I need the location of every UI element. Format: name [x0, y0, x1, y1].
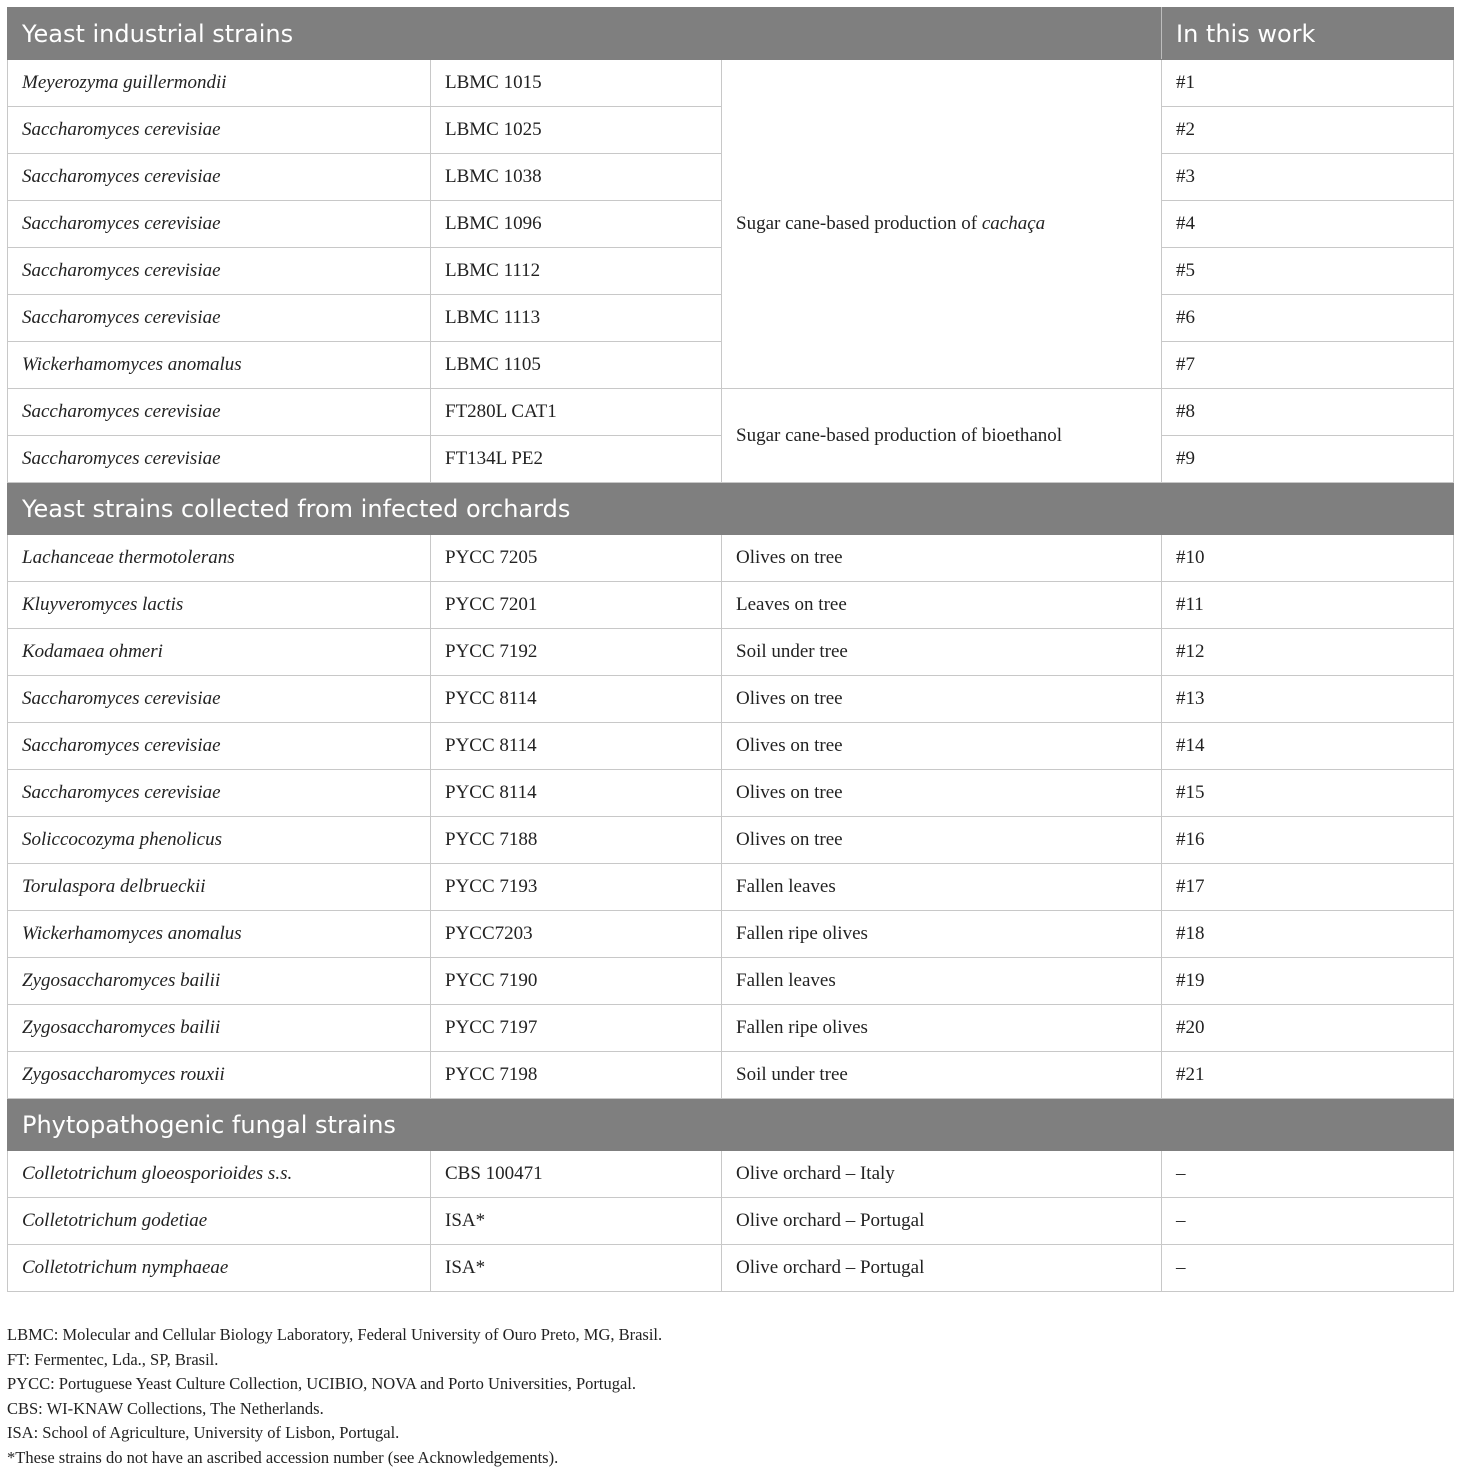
strain-cell: LBMC 1112 — [431, 248, 722, 295]
source-cell: Soil under tree — [722, 1052, 1162, 1099]
section-title: Yeast strains collected from infected orchards — [8, 483, 1454, 535]
footnote: ISA: School of Agriculture, University of Lisbon, Portugal. — [7, 1423, 400, 1442]
footnote: LBMC: Molecular and Cellular Biology Laboratory, Federal University of Ouro Preto, MG, Brasil. — [7, 1325, 663, 1344]
strain-cell: LBMC 1015 — [431, 60, 722, 107]
table-row — [8, 389, 1454, 436]
species-cell: Torulaspora delbrueckii — [8, 864, 431, 911]
id-cell: #3 — [1162, 154, 1454, 201]
id-cell: #5 — [1162, 248, 1454, 295]
id-cell: #20 — [1162, 1005, 1454, 1052]
id-cell: #17 — [1162, 864, 1454, 911]
strains-table — [7, 7, 1454, 1292]
footnote: CBS: WI-KNAW Collections, The Netherlands. — [7, 1398, 324, 1418]
source-cell: Fallen leaves — [722, 864, 1162, 911]
id-cell: #10 — [1162, 535, 1454, 582]
source-cell: Fallen ripe olives — [722, 911, 1162, 958]
species-cell: Colletotrichum gloeosporioides s.s. — [8, 1151, 431, 1198]
species-cell: Zygosaccharomyces bailii — [8, 1005, 431, 1052]
source-cell: Olives on tree — [722, 770, 1162, 817]
table-row — [8, 60, 1454, 107]
strain-cell: PYCC 7193 — [431, 864, 722, 911]
id-cell: #15 — [1162, 770, 1454, 817]
table-row — [8, 1198, 1454, 1245]
species-cell: Saccharomyces cerevisiae — [8, 676, 431, 723]
table-row — [8, 676, 1454, 723]
strain-cell: PYCC 7190 — [431, 958, 722, 1005]
source-cell: Olives on tree — [722, 535, 1162, 582]
section-header-orchards — [8, 483, 1454, 535]
column-header-in-this-work: In this work — [1162, 8, 1454, 60]
strains-table-container — [7, 7, 1453, 1292]
table-row — [8, 723, 1454, 770]
strain-cell: PYCC 7197 — [431, 1005, 722, 1052]
table-row — [8, 770, 1454, 817]
source-cell-bioethanol: Sugar cane-based production of bioethanol — [722, 389, 1162, 483]
id-cell: #4 — [1162, 201, 1454, 248]
strain-cell: FT134L PE2 — [431, 436, 722, 483]
table-row — [8, 1151, 1454, 1198]
table-row — [8, 1005, 1454, 1052]
source-cell: Olive orchard – Portugal — [722, 1245, 1162, 1292]
id-cell: – — [1162, 1198, 1454, 1245]
footnote: FT: Fermentec, Lda., SP, Brasil. — [7, 1349, 219, 1369]
id-cell: #21 — [1162, 1052, 1454, 1099]
table-row — [8, 629, 1454, 676]
species-cell: Saccharomyces cerevisiae — [8, 154, 431, 201]
id-cell: #19 — [1162, 958, 1454, 1005]
strain-cell: LBMC 1096 — [431, 201, 722, 248]
source-cell: Soil under tree — [722, 629, 1162, 676]
section-header-fungal — [8, 1099, 1454, 1151]
strain-cell: PYCC 8114 — [431, 723, 722, 770]
strain-cell: LBMC 1105 — [431, 342, 722, 389]
strain-cell: PYCC7203 — [431, 911, 722, 958]
species-cell: Saccharomyces cerevisiae — [8, 723, 431, 770]
table-row — [8, 1052, 1454, 1099]
strain-cell: LBMC 1038 — [431, 154, 722, 201]
species-cell: Wickerhamomyces anomalus — [8, 342, 431, 389]
id-cell: #2 — [1162, 107, 1454, 154]
source-cell: Olives on tree — [722, 723, 1162, 770]
table-row — [8, 817, 1454, 864]
strain-cell: FT280L CAT1 — [431, 389, 722, 436]
species-cell: Colletotrichum nymphaeae — [8, 1245, 431, 1292]
strain-cell: PYCC 8114 — [431, 676, 722, 723]
species-cell: Saccharomyces cerevisiae — [8, 389, 431, 436]
strain-cell: CBS 100471 — [431, 1151, 722, 1198]
id-cell: #16 — [1162, 817, 1454, 864]
species-cell: Soliccocozyma phenolicus — [8, 817, 431, 864]
species-cell: Colletotrichum godetiae — [8, 1198, 431, 1245]
source-cell: Leaves on tree — [722, 582, 1162, 629]
table-footnotes — [7, 1323, 1453, 1470]
table-row — [8, 864, 1454, 911]
species-cell: Saccharomyces cerevisiae — [8, 248, 431, 295]
species-cell: Saccharomyces cerevisiae — [8, 770, 431, 817]
source-cell-cachaca: Sugar cane-based production of cachaça — [722, 60, 1162, 389]
species-cell: Zygosaccharomyces bailii — [8, 958, 431, 1005]
table-row — [8, 911, 1454, 958]
species-cell: Lachanceae thermotolerans — [8, 535, 431, 582]
footnote: PYCC: Portuguese Yeast Culture Collection, UCIBIO, NOVA and Porto Universities, Portugal. — [7, 1374, 636, 1393]
id-cell: #9 — [1162, 436, 1454, 483]
species-cell: Kodamaea ohmeri — [8, 629, 431, 676]
id-cell: #8 — [1162, 389, 1454, 436]
species-cell: Saccharomyces cerevisiae — [8, 107, 431, 154]
species-cell: Zygosaccharomyces rouxii — [8, 1052, 431, 1099]
strain-cell: PYCC 8114 — [431, 770, 722, 817]
species-cell: Kluyveromyces lactis — [8, 582, 431, 629]
table-row — [8, 582, 1454, 629]
id-cell: #13 — [1162, 676, 1454, 723]
strain-cell: PYCC 7198 — [431, 1052, 722, 1099]
footnote: *These strains do not have an ascribed accession number (see Acknowledgements). — [7, 1447, 559, 1467]
table-row — [8, 958, 1454, 1005]
species-cell: Saccharomyces cerevisiae — [8, 295, 431, 342]
strain-cell: PYCC 7201 — [431, 582, 722, 629]
strain-cell: PYCC 7205 — [431, 535, 722, 582]
strain-cell: ISA* — [431, 1245, 722, 1292]
id-cell: #11 — [1162, 582, 1454, 629]
id-cell: #18 — [1162, 911, 1454, 958]
table-row — [8, 535, 1454, 582]
id-cell: #6 — [1162, 295, 1454, 342]
strain-cell: PYCC 7188 — [431, 817, 722, 864]
strain-cell: PYCC 7192 — [431, 629, 722, 676]
section-title: Yeast industrial strains — [8, 8, 1162, 60]
id-cell: #1 — [1162, 60, 1454, 107]
species-cell: Wickerhamomyces anomalus — [8, 911, 431, 958]
source-cell: Olives on tree — [722, 676, 1162, 723]
source-cell: Olive orchard – Italy — [722, 1151, 1162, 1198]
id-cell: – — [1162, 1245, 1454, 1292]
species-cell: Meyerozyma guillermondii — [8, 60, 431, 107]
section-header-industrial — [8, 8, 1454, 60]
source-cell: Olive orchard – Portugal — [722, 1198, 1162, 1245]
table-row — [8, 1245, 1454, 1292]
source-cell: Fallen leaves — [722, 958, 1162, 1005]
species-cell: Saccharomyces cerevisiae — [8, 436, 431, 483]
id-cell: #14 — [1162, 723, 1454, 770]
id-cell: #12 — [1162, 629, 1454, 676]
id-cell: – — [1162, 1151, 1454, 1198]
source-cell: Fallen ripe olives — [722, 1005, 1162, 1052]
source-cell: Olives on tree — [722, 817, 1162, 864]
strain-cell: ISA* — [431, 1198, 722, 1245]
strain-cell: LBMC 1113 — [431, 295, 722, 342]
section-title: Phytopathogenic fungal strains — [8, 1099, 1454, 1151]
id-cell: #7 — [1162, 342, 1454, 389]
strain-cell: LBMC 1025 — [431, 107, 722, 154]
species-cell: Saccharomyces cerevisiae — [8, 201, 431, 248]
